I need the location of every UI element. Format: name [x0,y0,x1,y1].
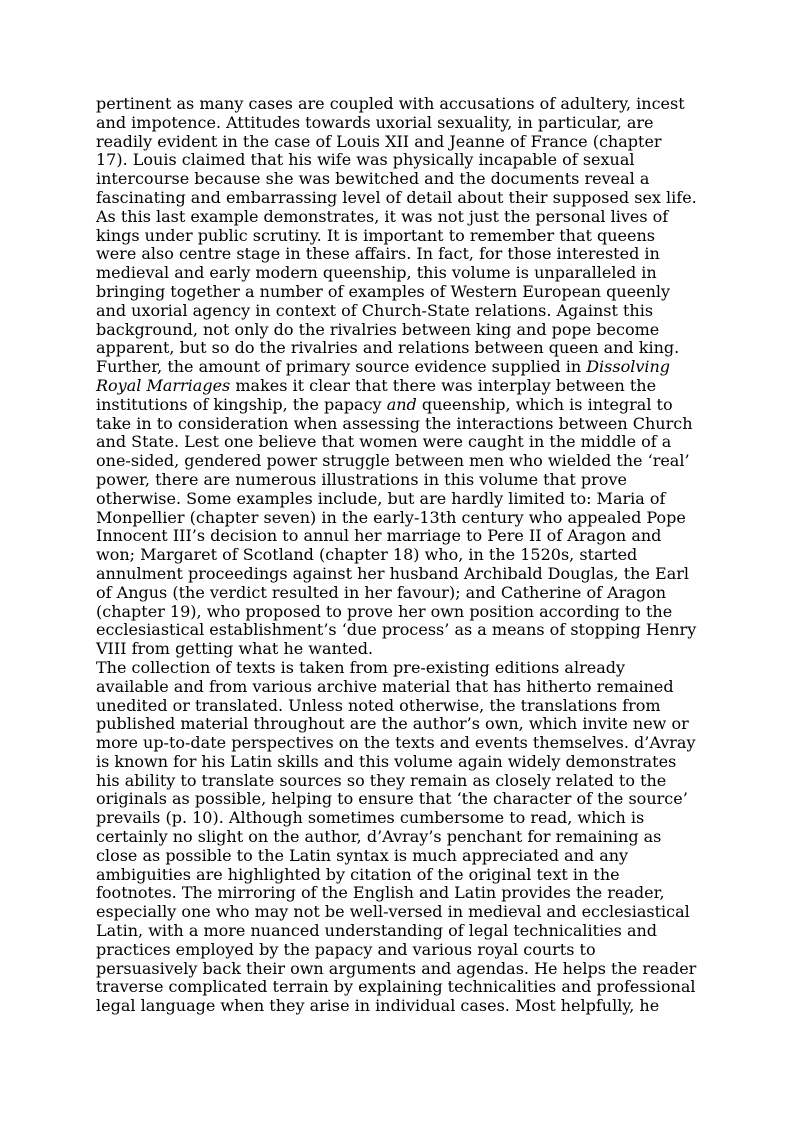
text-line: were also centre stage in these affairs. In fact, for those interested in [96,244,660,264]
italic-text: Royal Marriages [96,375,231,395]
text-line: persuasively back their own arguments and agendas. He helps the reader [96,958,697,978]
text-line [96,358,716,377]
text-line: published material throughout are the author’s own, which invite new or [96,714,689,734]
text-line: pertinent as many cases are coupled with accusations of adultery, incest [96,94,685,113]
text-line: especially one who may not be well-versed in medieval and ecclesiastical [96,902,690,922]
text-line: ambiguities are highlighted by citation of the original text in the [96,864,620,884]
text-line: his ability to translate sources so they remain as closely related to the [96,770,667,790]
text-line: Monpellier (chapter seven) in the early-13th century who appealed Pope [96,507,686,527]
text-line: close as possible to the Latin syntax is much appreciated and any [96,845,629,865]
text-line: annulment proceedings against her husband Archibald Douglas, the Earl [96,563,689,583]
text-line: medieval and early modern queenship, this volume is unparalleled in [96,263,657,283]
text-line: and State. Lest one believe that women were caught in the middle of a [96,432,672,452]
text-line: traverse complicated terrain by explaining technicalities and professional [96,977,696,997]
text-segment: Further, the amount of primary source evidence supplied in [96,357,587,377]
text-line: legal language when they arise in individual cases. Most helpfully, he [96,996,660,1016]
text-segment: queenship, which is integral to [416,394,673,414]
text-line: Innocent III’s decision to annul her marriage to Pere II of Aragon and [96,526,662,546]
text-line: As this last example demonstrates, it was not just the personal lives of [96,206,669,226]
text-line: intercourse because she was bewitched and the documents reveal a [96,169,650,189]
text-line: prevails (p. 10). Although sometimes cumbersome to read, which is [96,808,645,828]
text-line: bringing together a number of examples of Western European queenly [96,281,671,301]
text-line: power, there are numerous illustrations in this volume that prove [96,469,627,489]
text-line: and uxorial agency in context of Church-State relations. Against this [96,300,654,320]
text-line: originals as possible, helping to ensure that ‘the character of the source’ [96,789,688,809]
text-line: practices employed by the papacy and various royal courts to [96,939,596,959]
text-line: won; Margaret of Scotland (chapter 18) who, in the 1520s, started [96,545,638,565]
text-line: take in to consideration when assessing the interactions between Church [96,413,693,433]
text-line: otherwise. Some examples include, but are hardly limited to: Maria of [96,488,666,508]
text-line: The collection of texts is taken from pre-existing editions already [96,657,626,677]
text-line: is known for his Latin skills and this volume again widely demonstrates [96,751,677,771]
text-line: certainly no slight on the author, d’Avray’s penchant for remaining as [96,827,662,847]
italic-text: and [386,394,417,414]
text-line: and impotence. Attitudes towards uxorial sexuality, in particular, are [96,112,654,132]
text-line: (chapter 19), who proposed to prove her own position according to the [96,601,673,621]
text-segment: makes it clear that there was interplay between the [230,375,657,395]
text-line: readily evident in the case of Louis XII and Jeanne of France (chapter [96,131,662,151]
text-line [96,377,716,396]
text-line: of Angus (the verdict resulted in her favour); and Catherine of Aragon [96,582,667,602]
text-line: footnotes. The mirroring of the English and Latin provides the reader, [96,883,665,903]
text-line: available and from various archive material that has hitherto remained [96,676,674,696]
text-line: Latin, with a more nuanced understanding of legal technicalities and [96,921,658,941]
text-line: background, not only do the rivalries between king and pope become [96,319,660,339]
italic-text: Dissolving [586,357,671,377]
text-line: 17). Louis claimed that his wife was physically incapable of sexual [96,150,635,170]
text-line [96,396,716,415]
text-segment: institutions of kingship, the papacy [96,394,387,414]
text-line: fascinating and embarrassing level of detail about their supposed sex life. [96,187,697,207]
text-line: kings under public scrutiny. It is important to remember that queens [96,225,656,245]
text-line: VIII from getting what he wanted. [96,639,374,659]
text-line: one-sided, gendered power struggle between men who wielded the ‘real’ [96,451,690,471]
text-line: unedited or translated. Unless noted otherwise, the translations from [96,695,661,715]
document-body [96,95,716,1016]
text-line: ecclesiastical establishment’s ‘due process’ as a means of stopping Henry [96,620,697,640]
text-line: apparent, but so do the rivalries and relations between queen and king. [96,338,680,358]
text-line: more up-to-date perspectives on the texts and events themselves. d’Avray [96,733,696,753]
